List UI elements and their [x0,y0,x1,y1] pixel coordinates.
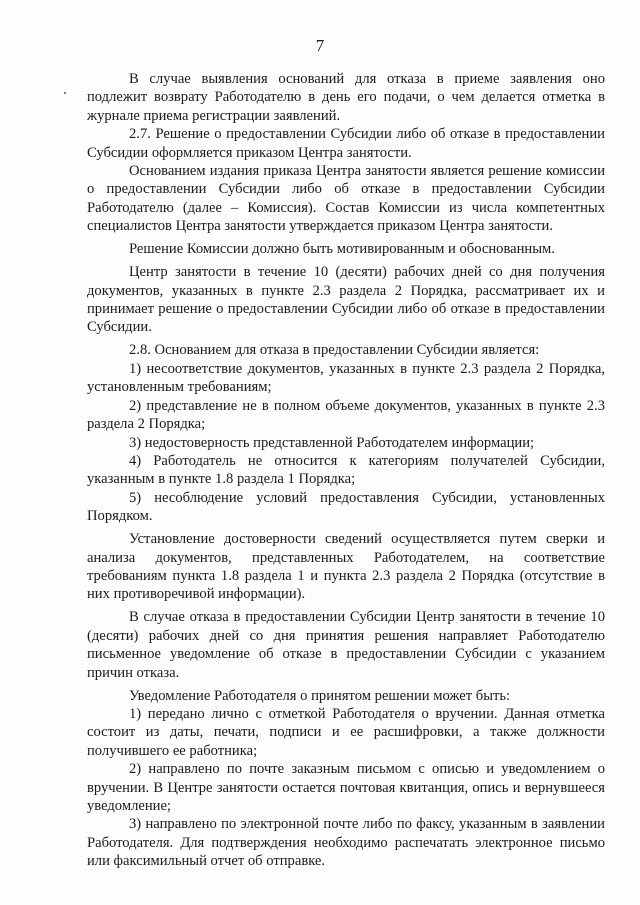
list-item-5: 5) несоблюдение условий предоставления Субсидии, установленных Порядком. [87,489,605,525]
notification-item-1: 1) передано лично с отметкой Работодателя о вручении. Данная отметка состоит из даты, печати, подписи и ее расшифровки, а также должности получившего ее работника; [87,705,605,759]
paragraph-refusal-notice: В случае отказа в предоставлении Субсидии Центр занятости в течение 10 (десяти) рабочих дней со дня принятия решения направляет Работодателю письменное уведомление об отказе в предоставлении Субсидии с указанием причин отказа. [87,609,605,681]
list-item-3: 3) недостоверность представленной Работодателем информации; [129,434,535,451]
list-item-2: 2) представление не в полном объеме документов, указанных в пункте 2.3 раздела 2 Порядка; [87,397,605,433]
document-body [87,70,605,871]
paragraph-verification: Установление достоверности сведений осуществляется путем сверки и анализа документов, представленных Работодателем, на соответствие требованиям пункта 1.8 раздела 1 и пункта 2.3 раздела 2 Порядка (отсутствие в них противоречивой информации). [87,531,605,603]
paragraph-commission-basis: Основанием издания приказа Центра занятости является решение комиссии о предоставлении Субсидии либо об отказе в предоставлении Субсидии Работодателю (далее – Комиссия). Состав Комиссии из числа компетентных специалистов Центра занятости утверждается приказом Центра занятости. [87,163,605,235]
page-number: 7 [315,36,325,55]
list-item-4: 4) Работодатель не относится к категориям получателей Субсидии, указанным в пункте 1.8 раздела 1 Порядка; [87,452,605,488]
paragraph-2-7: 2.7. Решение о предоставлении Субсидии либо об отказе в предоставлении Субсидии оформляется приказом Центра занятости. [87,126,605,161]
list-item-1: 1) несоответствие документов, указанных в пункте 2.3 раздела 2 Порядка, установленным требованиям; [87,360,605,396]
paragraph-review-period: Центр занятости в течение 10 (десяти) рабочих дней со дня получения документов, указанных в пункте 2.3 раздела 2 Порядка, рассматривает их и принимает решение о предоставлении Субсидии либо об отказе в предоставлении Субсидии. [87,264,605,336]
paragraph-notification-ways: Уведомление Работодателя о принятом решении может быть: [129,687,511,704]
notification-item-3: 3) направлено по электронной почте либо по факсу, указанным в заявлении Работодателя. Для подтверждения необходимо распечатать электронное письмо или факсимильный отчет об отправке. [87,816,605,870]
notification-item-2: 2) направлено по почте заказным письмом с описью и уведомлением о вручении. В Центре занятости остается почтовая квитанция, опись и вернувшееся уведомление; [87,761,605,814]
paragraph-rejection-return: В случае выявления оснований для отказа в приеме заявления оно подлежит возврату Работодателю в день его подачи, о чем делается отметка в журнале приема регистрации заявлений. [87,71,605,124]
paragraph-2-8: 2.8. Основанием для отказа в предоставлении Субсидии является: [129,342,540,359]
scan-speck [64,92,66,94]
paragraph-commission-motivated: Решение Комиссии должно быть мотивированным и обоснованным. [129,241,555,258]
